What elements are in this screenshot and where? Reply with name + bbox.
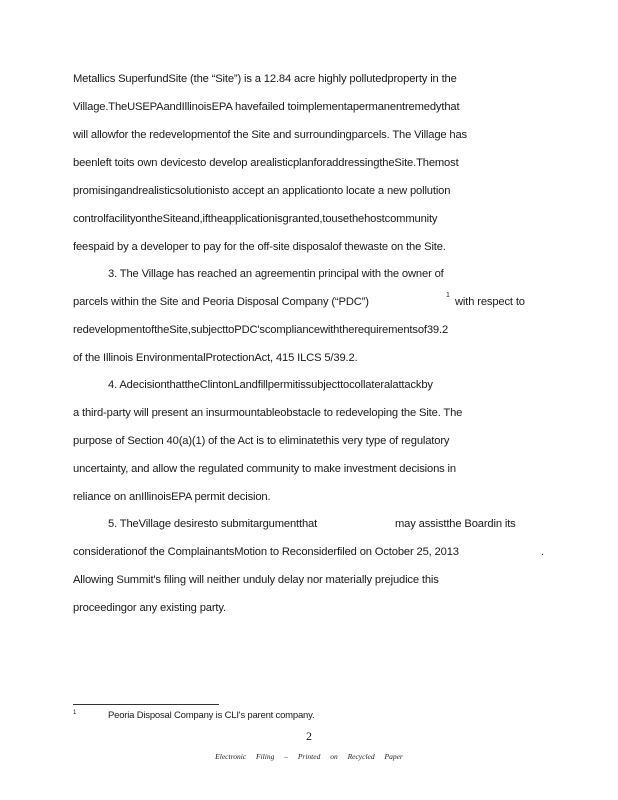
body-line: Metallics SuperfundSite (the “Site”) is a 12.84 acre highly pollutedproperty in the xyxy=(73,73,457,85)
body-line: Allowing Summit's filing will neither unduly delay nor materially prejudice this xyxy=(73,574,439,586)
footnote-divider xyxy=(73,704,219,705)
paragraph-4-start: 4. AdecisionthattheClintonLandfillpermitissubjecttocollateralattackby xyxy=(108,379,433,391)
body-line: purpose of Section 40(a)(1) of the Act is to eliminatethis very type of regulatory xyxy=(73,435,450,447)
body-line: . xyxy=(541,546,544,558)
body-line: parcels within the Site and Peoria Disposal Company (“PDC”) xyxy=(73,296,369,308)
body-line: proceedingor any existing party. xyxy=(73,602,226,614)
page-number: 2 xyxy=(306,729,312,743)
body-line: beenleft toits own devicesto develop arealisticplanforaddressingtheSite.Themost xyxy=(73,157,459,169)
body-line: reliance on anIllinoisEPA permit decision. xyxy=(73,491,271,503)
body-line: of the Illinois EnvironmentalProtectionAct, 415 ILCS 5/39.2. xyxy=(73,352,358,364)
footnote-reference: 1 xyxy=(446,292,450,299)
body-line: controlfacilityontheSiteand,iftheapplicationisgranted,tousethehostcommunity xyxy=(73,213,438,225)
body-line: redevelopmentoftheSite,subjecttoPDC'scompliancewiththerequirementsof39.2 xyxy=(73,324,449,336)
body-line: with respect to xyxy=(455,296,525,308)
body-line: uncertainty, and allow the regulated community to make investment decisions in xyxy=(73,463,456,475)
body-line: a third-party will present an insurmountableobstacle to redeveloping the Site. The xyxy=(73,407,463,419)
body-line: Village.TheUSEPAandIllinoisEPA havefailed toimplementapermanentremedythat xyxy=(73,101,460,113)
footer-watermark: Electronic Filing – Printed on Recycled Paper xyxy=(215,752,403,761)
footnote-number: 1 xyxy=(73,710,77,716)
body-line: considerationof the ComplainantsMotion to Reconsiderfiled on October 25, 2013 xyxy=(73,546,459,558)
body-line: feespaid by a developer to pay for the off-site disposalof thewaste on the Site. xyxy=(73,241,446,253)
body-line: will allowfor the redevelopmentof the Site and surroundingparcels. The Village has xyxy=(73,129,468,141)
footnote-text: Peoria Disposal Company is CLI's parent company. xyxy=(108,710,315,721)
paragraph-3-start: 3. The Village has reached an agreementin principal with the owner of xyxy=(108,268,444,280)
body-line: may assistthe Boardin its xyxy=(395,518,516,530)
body-line: promisingandrealisticsolutionisto accept an applicationto locate a new pollution xyxy=(73,185,451,197)
paragraph-5-start: 5. TheVillage desiresto submitargumentthat xyxy=(108,518,318,530)
